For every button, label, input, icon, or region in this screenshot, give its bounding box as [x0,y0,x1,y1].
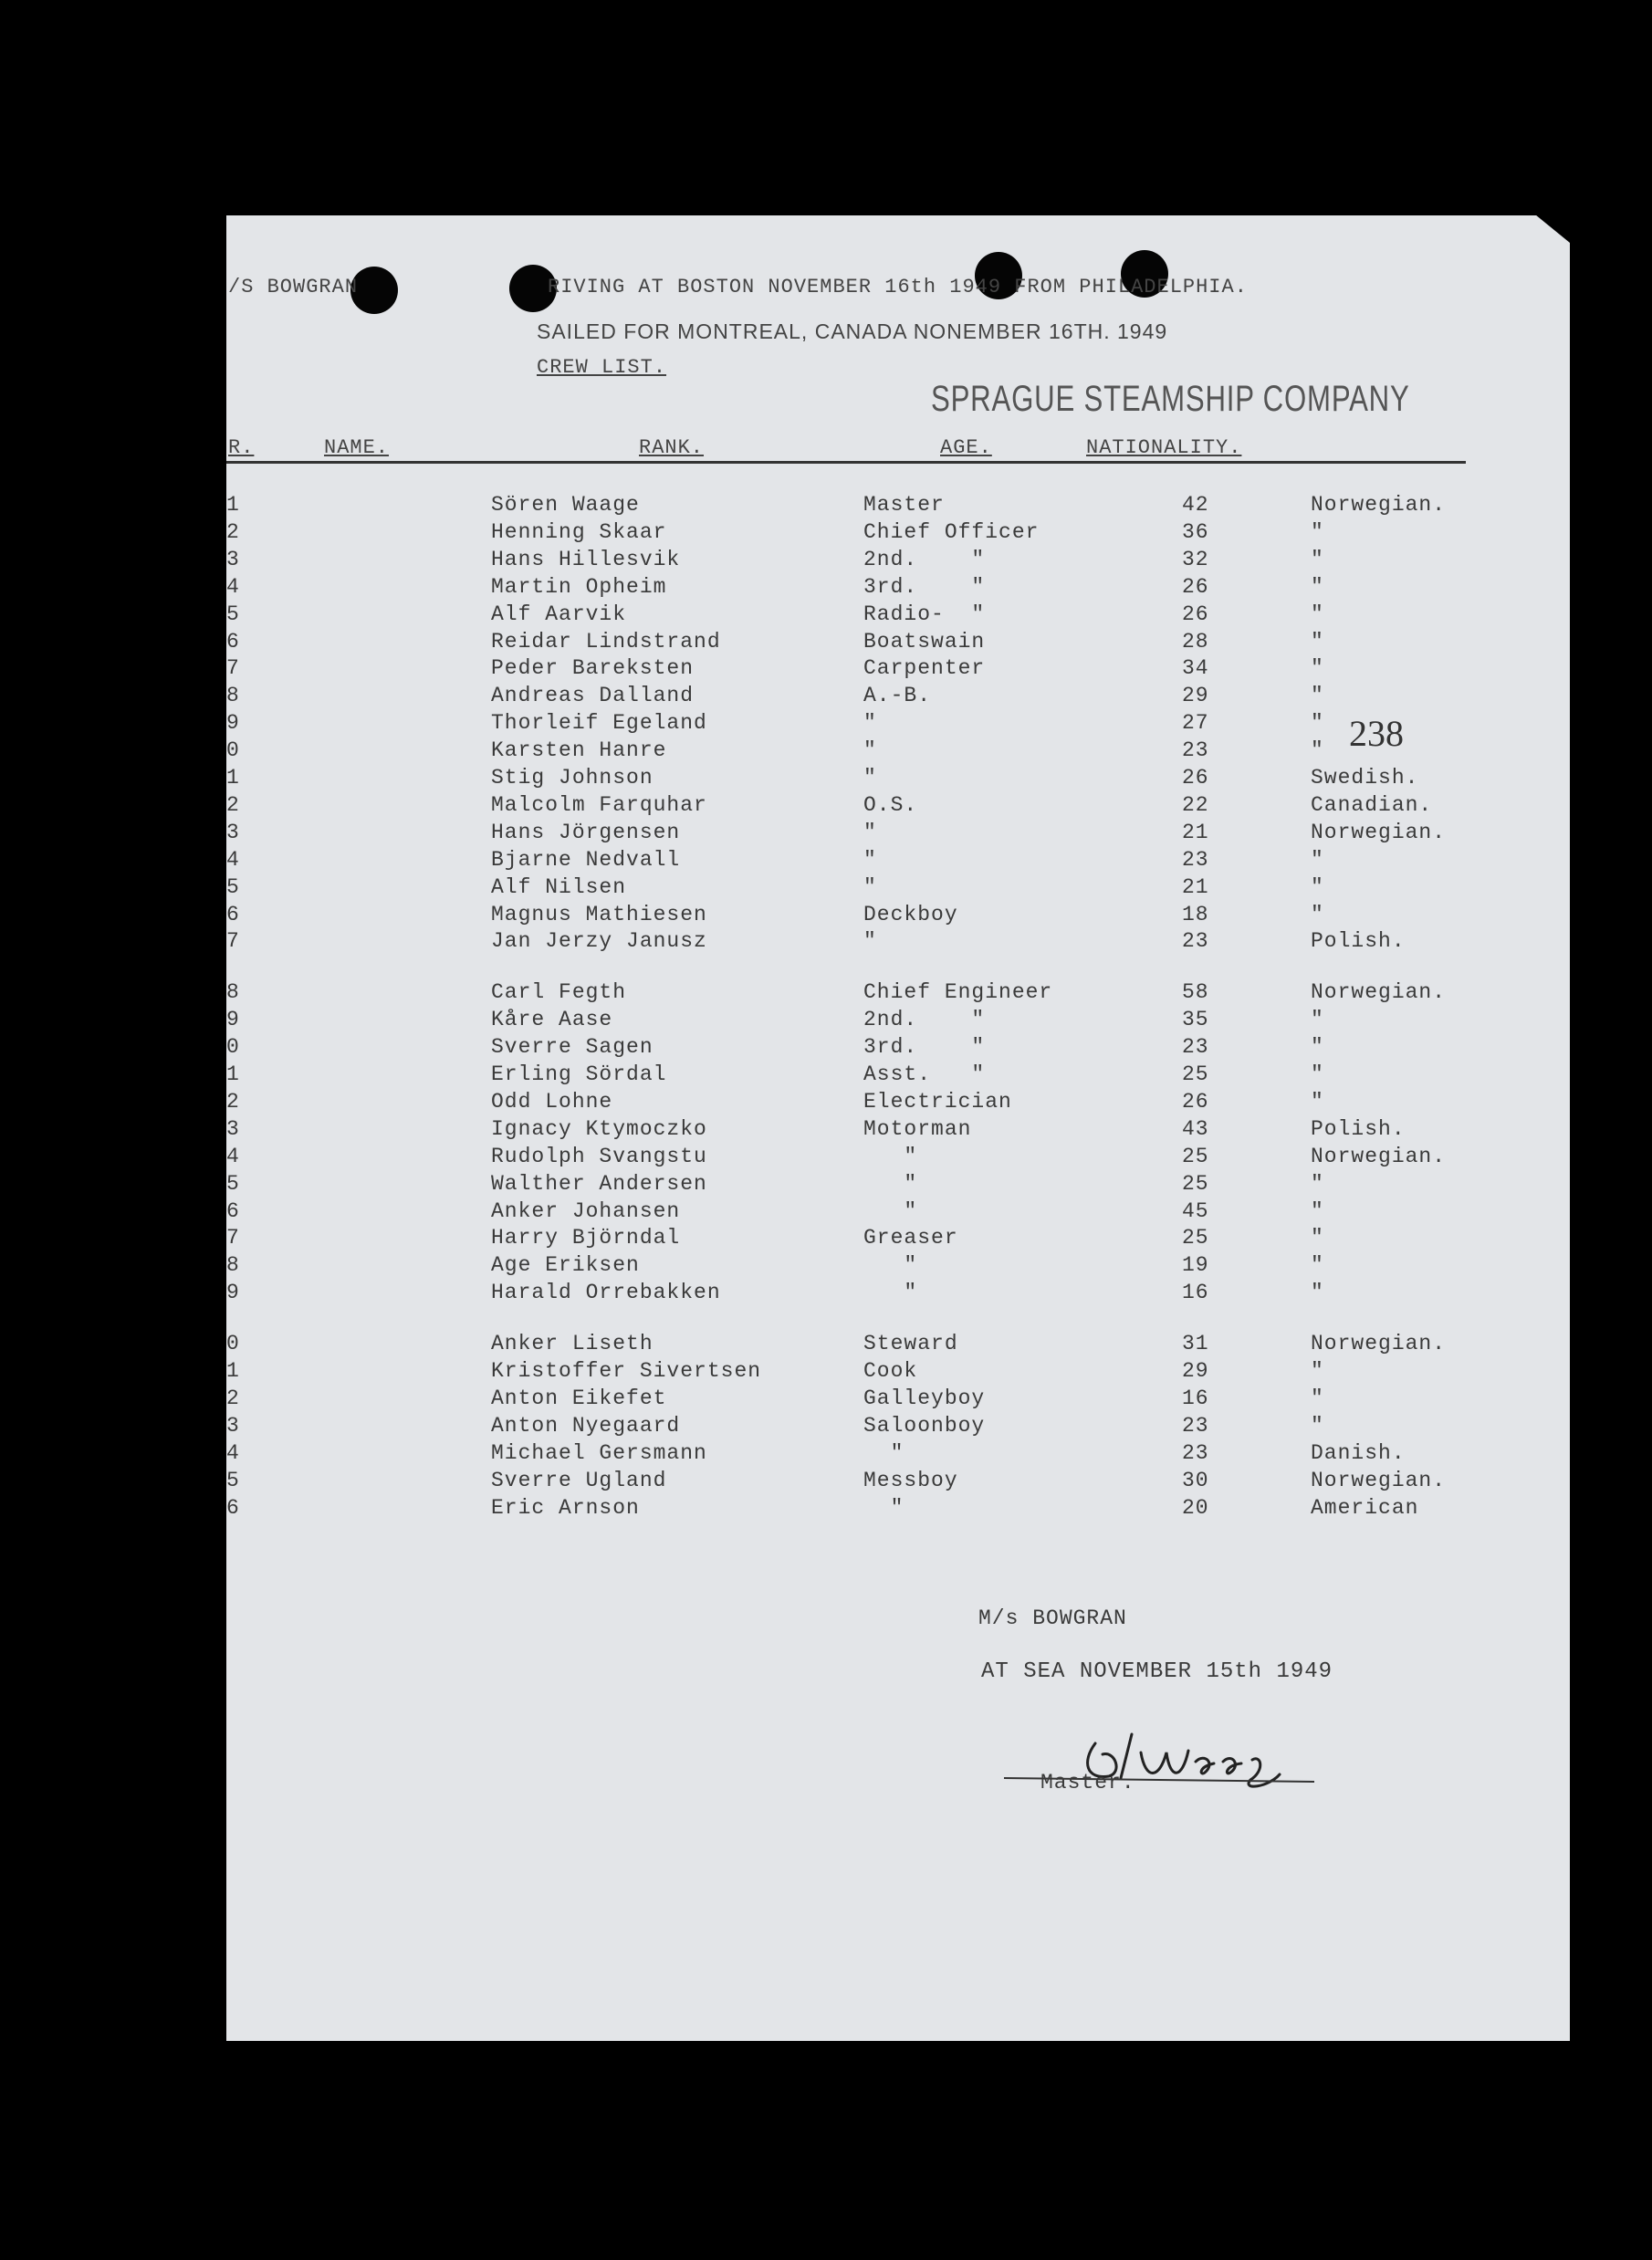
crew-age: 26 [1182,574,1209,599]
crew-age: 18 [1182,902,1209,926]
crew-nationality: " [1311,1359,1324,1383]
crew-name: Henning Skaar [491,519,667,544]
crew-nationality: " [1311,847,1324,872]
crew-rank: Cook [863,1359,918,1383]
row-number: 4 [226,847,240,872]
crew-age: 30 [1182,1468,1209,1492]
crew-nationality: " [1311,1413,1324,1438]
crew-name: Harald Orrebakken [491,1281,721,1305]
crew-age: 42 [1182,493,1209,517]
crew-name: Kristoffer Sivertsen [491,1359,762,1383]
crew-nationality: American [1311,1495,1419,1520]
row-number: 4 [226,1144,240,1168]
crew-name: Andreas Dalland [491,684,695,708]
crew-name: Alf Aarvik [491,602,627,626]
crew-age: 36 [1182,519,1209,544]
row-number: 0 [226,1035,240,1060]
crew-nationality: " [1311,602,1324,626]
crew-name: Erling Sördal [491,1062,667,1086]
crew-nationality: " [1311,1089,1324,1114]
row-number: 4 [226,574,240,599]
crew-rank: Saloonboy [863,1413,986,1438]
crew-rank: " [863,874,877,899]
arrival-line: RIVING AT BOSTON NOVEMBER 16th 1949 FROM PHILADELPHIA. [548,276,1248,298]
crew-age: 25 [1182,1062,1209,1086]
row-number: 5 [226,602,240,626]
crew-age: 20 [1182,1495,1209,1520]
crew-name: Jan Jerzy Janusz [491,929,707,954]
row-number: 2 [226,792,240,817]
crew-nationality: " [1311,874,1324,899]
row-number: 4 [226,1440,240,1465]
row-number: 8 [226,684,240,708]
row-number: 6 [226,1495,240,1520]
crew-nationality: Polish. [1311,929,1406,954]
crew-nationality: Norwegian. [1311,493,1447,517]
crew-name: Hans Hillesvik [491,547,681,571]
crew-age: 16 [1182,1281,1209,1305]
crew-name: Kåre Aase [491,1008,613,1032]
crew-name: Walther Andersen [491,1171,707,1196]
row-number: 3 [226,1413,240,1438]
crew-name: Age Eriksen [491,1253,640,1278]
crew-nationality: Norwegian. [1311,820,1447,844]
crew-rank: " [863,1171,918,1196]
crew-name: Reidar Lindstrand [491,629,721,654]
crew-age: 58 [1182,980,1209,1005]
crew-name: Carl Fegth [491,980,627,1005]
crew-name: Anker Johansen [491,1198,681,1223]
crew-rank: " [863,1440,904,1465]
crew-rank: 2nd. " [863,1008,986,1032]
row-number: 1 [226,493,240,517]
crew-name: Anker Liseth [491,1332,653,1356]
master-title: Master. [1040,1771,1135,1794]
crew-nationality: " [1311,738,1324,763]
row-number: 9 [226,1281,240,1305]
row-number: 9 [226,1008,240,1032]
crew-rank: Galleyboy [863,1386,986,1410]
crew-name: Sverre Sagen [491,1035,653,1060]
crew-age: 23 [1182,847,1209,872]
crew-rank: " [863,1144,918,1168]
crew-age: 23 [1182,1035,1209,1060]
crew-age: 28 [1182,629,1209,654]
row-number: 1 [226,1062,240,1086]
row-number: 6 [226,1198,240,1223]
crew-nationality: " [1311,684,1324,708]
page-number: 238 [1349,713,1404,754]
crew-rank: Chief Officer [863,519,1040,544]
crew-name: Magnus Mathiesen [491,902,707,926]
crew-rank: 3rd. " [863,1035,986,1060]
crew-rank: Greaser [863,1226,958,1250]
crew-age: 25 [1182,1144,1209,1168]
crew-name: Martin Opheim [491,574,667,599]
crew-rank: Asst. " [863,1062,986,1086]
crew-nationality: " [1311,1198,1324,1223]
crew-rank: 3rd. " [863,574,986,599]
crew-age: 26 [1182,766,1209,790]
crew-rank: " [863,766,877,790]
row-number: 1 [226,1359,240,1383]
crew-age: 29 [1182,1359,1209,1383]
column-header-number: R. [228,436,255,459]
crew-nationality: " [1311,1171,1324,1196]
crew-table [226,0,1504,2260]
sailed-line: SAILED FOR MONTREAL, CANADA NONEMBER 16TH. 1949 [537,319,1168,343]
crew-nationality: " [1311,902,1324,926]
crew-nationality: " [1311,1386,1324,1410]
row-number: 8 [226,980,240,1005]
footer-date: AT SEA NOVEMBER 15th 1949 [981,1659,1333,1684]
row-number: 6 [226,629,240,654]
crew-name: Malcolm Farquhar [491,792,707,817]
crew-rank: Chief Engineer [863,980,1053,1005]
row-number: 1 [226,766,240,790]
crew-nationality: Norwegian. [1311,1144,1447,1168]
row-number: 3 [226,547,240,571]
crew-nationality: " [1311,1035,1324,1060]
crew-nationality: " [1311,656,1324,681]
crew-name: Sverre Ugland [491,1468,667,1492]
crew-age: 23 [1182,1440,1209,1465]
row-number: 2 [226,519,240,544]
crew-rank: Radio- " [863,602,986,626]
crew-rank: Motorman [863,1116,972,1141]
row-number: 7 [226,1226,240,1250]
crew-rank: Master [863,493,945,517]
crew-nationality: Canadian. [1311,792,1433,817]
crew-rank: " [863,738,877,763]
crew-nationality: Norwegian. [1311,1468,1447,1492]
crew-rank: " [863,711,877,736]
crew-age: 22 [1182,792,1209,817]
crew-age: 21 [1182,820,1209,844]
column-header-nationality: NATIONALITY. [1086,436,1242,459]
crew-rank: " [863,847,877,872]
row-number: 7 [226,656,240,681]
crew-rank: " [863,1495,904,1520]
crew-name: Michael Gersmann [491,1440,707,1465]
crew-nationality: Norwegian. [1311,1332,1447,1356]
crew-name: Thorleif Egeland [491,711,707,736]
column-header-name: NAME. [324,436,390,459]
crew-age: 23 [1182,1413,1209,1438]
crew-name: Harry Björndal [491,1226,681,1250]
row-number: 5 [226,874,240,899]
row-number: 5 [226,1171,240,1196]
crew-name: Rudolph Svangstu [491,1144,707,1168]
footer-vessel: M/s BOWGRAN [978,1606,1127,1630]
row-number: 3 [226,1116,240,1141]
crew-name: Anton Eikefet [491,1386,667,1410]
crew-age: 45 [1182,1198,1209,1223]
column-header-rank: RANK. [639,436,705,459]
crew-age: 23 [1182,929,1209,954]
crew-rank: Messboy [863,1468,958,1492]
crew-name: Eric Arnson [491,1495,640,1520]
crew-name: Stig Johnson [491,766,653,790]
crew-age: 16 [1182,1386,1209,1410]
crew-name: Anton Nyegaard [491,1413,681,1438]
crew-age: 31 [1182,1332,1209,1356]
crew-nationality: Danish. [1311,1440,1406,1465]
crew-age: 35 [1182,1008,1209,1032]
crew-name: Hans Jörgensen [491,820,681,844]
crew-rank: " [863,820,877,844]
crew-age: 29 [1182,684,1209,708]
crew-rank: " [863,1198,918,1223]
crew-nationality: " [1311,1281,1324,1305]
crew-age: 25 [1182,1226,1209,1250]
crew-rank: " [863,929,877,954]
row-number: 2 [226,1089,240,1114]
row-number: 3 [226,820,240,844]
crew-name: Odd Lohne [491,1089,613,1114]
crew-age: 26 [1182,1089,1209,1114]
crew-age: 34 [1182,656,1209,681]
crew-nationality: " [1311,1253,1324,1278]
crew-rank: 2nd. " [863,547,986,571]
crew-age: 19 [1182,1253,1209,1278]
company-stamp: SPRAGUE STEAMSHIP COMPANY [931,379,1410,419]
crew-nationality: " [1311,711,1324,736]
crew-nationality: Swedish. [1311,766,1419,790]
crew-rank: Carpenter [863,656,986,681]
row-number: 5 [226,1468,240,1492]
crew-rank: O.S. [863,792,918,817]
crew-name: Peder Bareksten [491,656,695,681]
crew-nationality: " [1311,1226,1324,1250]
crew-age: 27 [1182,711,1209,736]
row-number: 0 [226,1332,240,1356]
crew-nationality: " [1311,547,1324,571]
row-number: 6 [226,902,240,926]
crew-rank: Boatswain [863,629,986,654]
crew-name: Sören Waage [491,493,640,517]
row-number: 9 [226,711,240,736]
row-number: 8 [226,1253,240,1278]
crew-list-title: CREW LIST. [537,356,667,379]
column-header-age: AGE. [940,436,992,459]
crew-rank: " [863,1281,918,1305]
crew-nationality: " [1311,1008,1324,1032]
crew-rank: Steward [863,1332,958,1356]
row-number: 2 [226,1386,240,1410]
crew-rank: Deckboy [863,902,958,926]
crew-rank: Electrician [863,1089,1012,1114]
crew-name: Bjarne Nedvall [491,847,681,872]
row-number: 0 [226,738,240,763]
crew-nationality: " [1311,629,1324,654]
crew-age: 26 [1182,602,1209,626]
vessel-label: /S BOWGRAN [228,276,359,298]
crew-nationality: " [1311,574,1324,599]
crew-nationality: " [1311,519,1324,544]
crew-age: 21 [1182,874,1209,899]
crew-rank: A.-B. [863,684,932,708]
crew-age: 23 [1182,738,1209,763]
row-number: 7 [226,929,240,954]
crew-name: Alf Nilsen [491,874,627,899]
crew-rank: " [863,1253,918,1278]
crew-age: 43 [1182,1116,1209,1141]
crew-nationality: Norwegian. [1311,980,1447,1005]
crew-nationality: Polish. [1311,1116,1406,1141]
crew-age: 25 [1182,1171,1209,1196]
crew-nationality: " [1311,1062,1324,1086]
crew-name: Karsten Hanre [491,738,667,763]
crew-age: 32 [1182,547,1209,571]
crew-name: Ignacy Ktymoczko [491,1116,707,1141]
